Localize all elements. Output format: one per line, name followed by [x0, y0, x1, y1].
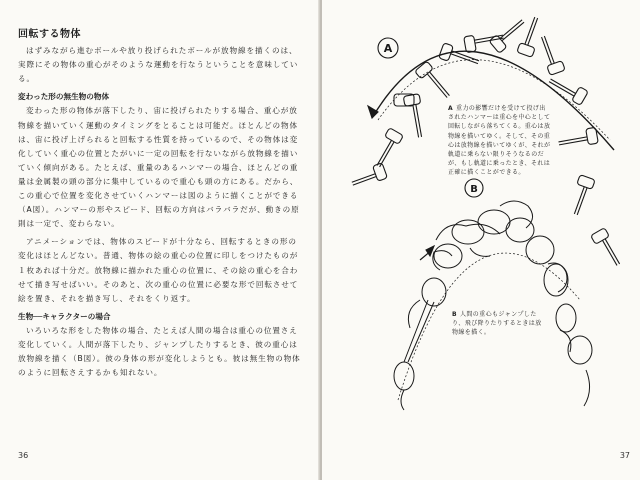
label-b-text: B — [470, 184, 478, 195]
section2-heading: 生物──キャラクターの場合 — [18, 311, 111, 321]
section1-heading: 変わった形の無生物の物体 — [18, 92, 110, 102]
section1-paragraph-1: 変わった形の物体が落下したり、宙に投げられたりする場合、重心が放物線を描いていく運動のタイミングをとることは可能だ。ほとんどの物体は、宙に投げ上げられると回転する性質を持っているので、その物体は変化していく重心の位置とたがいに一定の回転を行ないながら放物線を描いていく傾向がある。たとえば、重量のあるハンマーの場合、ほとんどの重量は金属製の頭の部分に集中しているので重心も頭の方にある。だから、この重心で位置を変化させていくハンマーは図のように描くことができる（A図）。ハンマーの形やスピード、回転の方向はバラバラだが、動きの原則は一定で、変わらない。 — [18, 106, 300, 229]
caption-a-text: 重力の影響だけを受けて投げ出されたハンマーは重心を中心として回転しながら落ちてくる。重心は放物線を描いてゆく。そして、その重心は放物線を描いてゆくが、それが軌道に乗らない限りそうなるのだが、もし軌道に乗ったとき、それは正確に描くことができる。 — [448, 105, 551, 177]
intro-paragraph: はずみながら進むボールや放り投げられたボールが放物線を描くのは、実際にその物体の重心がそのような運動を行なうということを意味している。 — [18, 46, 299, 84]
caption-a — [448, 104, 552, 178]
section2-paragraph-1: いろいろな形をした物体の場合、たとえば人間の場合は重心の位置さえ変化していく。人間が落下したり、ジャンプしたりするとき、彼の重心は放物線を描く（B図）。彼の身体の形が変化しようとも。彼は無生物の物体のように回転さえするかも知れない。 — [18, 325, 301, 378]
label-a-text: A — [383, 42, 393, 55]
caption-b-text: 人間の重心もジャンプしたり、飛び降りたりするときは放物線を描く。 — [452, 311, 542, 337]
caption-b-letter: B — [452, 311, 457, 318]
right-page-number: 37 — [619, 451, 630, 460]
section1-paragraph-2: アニメーションでは、物体のスピードが十分なら、回転するときの形の変化はほとんどない。普通、物体の絵の重心の位置に印しをつけたものが１枚あれば十分だ。放物線に描かれた重心の位置に、その絵の重心を合わせて描き写せばいい。そのあと、次の重心の位置に必要な形で回転させて絵を置き、それを描き写し、それをくり返す。 — [18, 237, 299, 303]
character-sequence — [394, 201, 592, 410]
left-page-number: 36 — [18, 451, 29, 460]
caption-b — [452, 310, 544, 338]
section-title: 回転する物体 — [18, 29, 81, 40]
hammer-arrowhead — [368, 106, 378, 118]
caption-a-letter: A — [448, 105, 454, 112]
